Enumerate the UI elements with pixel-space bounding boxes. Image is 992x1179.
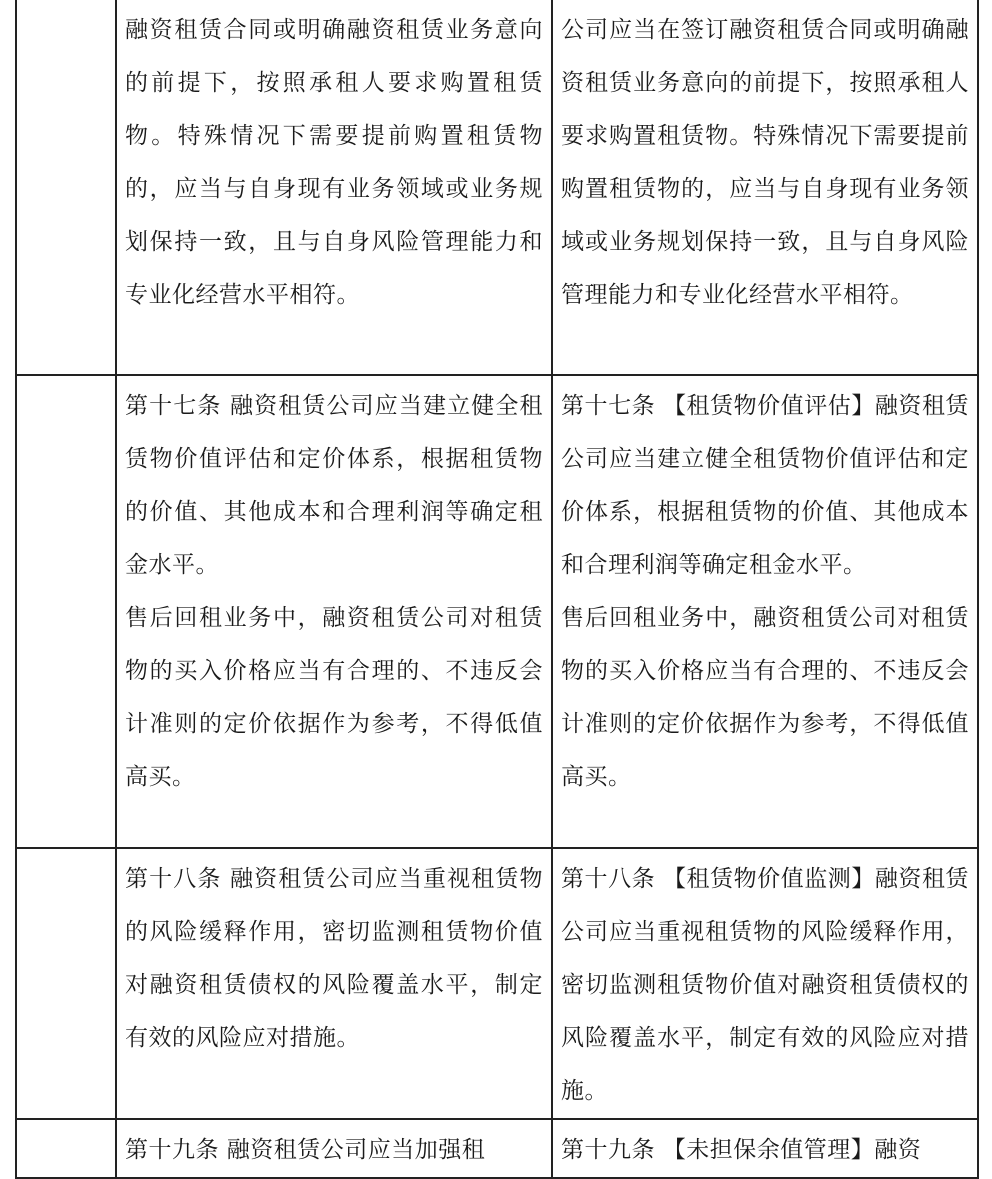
old-text-cell: [116, 1119, 552, 1178]
new-text-cell: [552, 848, 978, 1119]
old-text-cell: [116, 0, 552, 375]
paragraph: 第十八条 【租赁物价值监测】融资租赁公司应当重视租赁物的风险缓释作用，密切监测租赁物价值对融资租赁债权的风险覆盖水平，制定有效的风险应对措施。: [561, 866, 969, 1104]
blank-cell: [16, 848, 116, 1119]
paragraph: 第十九条 【未担保余值管理】融资: [561, 1137, 922, 1163]
paragraph: 融资租赁合同或明确融资租赁业务意向的前提下，按照承租人要求购置租赁物。特殊情况下需要提前购置租赁物的，应当与自身现有业务领域或业务规划保持一致，且与自身风险管理能力和专业化经营水平相符。: [125, 17, 543, 308]
old-text-cell: [116, 848, 552, 1119]
table-row: [16, 375, 978, 848]
table-row: [16, 1119, 978, 1178]
paragraph: 第十九条 融资租赁公司应当加强租: [125, 1137, 486, 1163]
paragraph: 第十八条 融资租赁公司应当重视租赁物的风险缓释作用，密切监测租赁物价值对融资租赁债权的风险覆盖水平，制定有效的风险应对措施。: [125, 866, 543, 1051]
table-row: [16, 848, 978, 1119]
blank-cell: [16, 0, 116, 375]
blank-cell: [16, 1119, 116, 1178]
new-text-cell: [552, 0, 978, 375]
new-text-cell: [552, 1119, 978, 1178]
old-text-cell: [116, 375, 552, 848]
new-text-cell: [552, 375, 978, 848]
paragraph: 第十七条 融资租赁公司应当建立健全租赁物价值评估和定价体系，根据租赁物的价值、其他成本和合理利润等确定租金水平。: [125, 393, 543, 578]
paragraph: 公司应当在签订融资租赁合同或明确融资租赁业务意向的前提下，按照承租人要求购置租赁物。特殊情况下需要提前购置租赁物的，应当与自身现有业务领域或业务规划保持一致，且与自身风险管理能力和专业化经营水平相符。: [561, 17, 969, 308]
blank-cell: [16, 375, 116, 848]
regulation-comparison-table: [15, 0, 979, 1179]
table-row: [16, 0, 978, 375]
paragraph: 售后回租业务中，融资租赁公司对租赁物的买入价格应当有合理的、不违反会计准则的定价依据作为参考，不得低值高买。: [125, 605, 543, 790]
paragraph: 第十七条 【租赁物价值评估】融资租赁公司应当建立健全租赁物价值评估和定价体系，根据租赁物的价值、其他成本和合理利润等确定租金水平。: [561, 393, 969, 578]
paragraph: 售后回租业务中，融资租赁公司对租赁物的买入价格应当有合理的、不违反会计准则的定价依据作为参考，不得低值高买。: [561, 605, 969, 790]
